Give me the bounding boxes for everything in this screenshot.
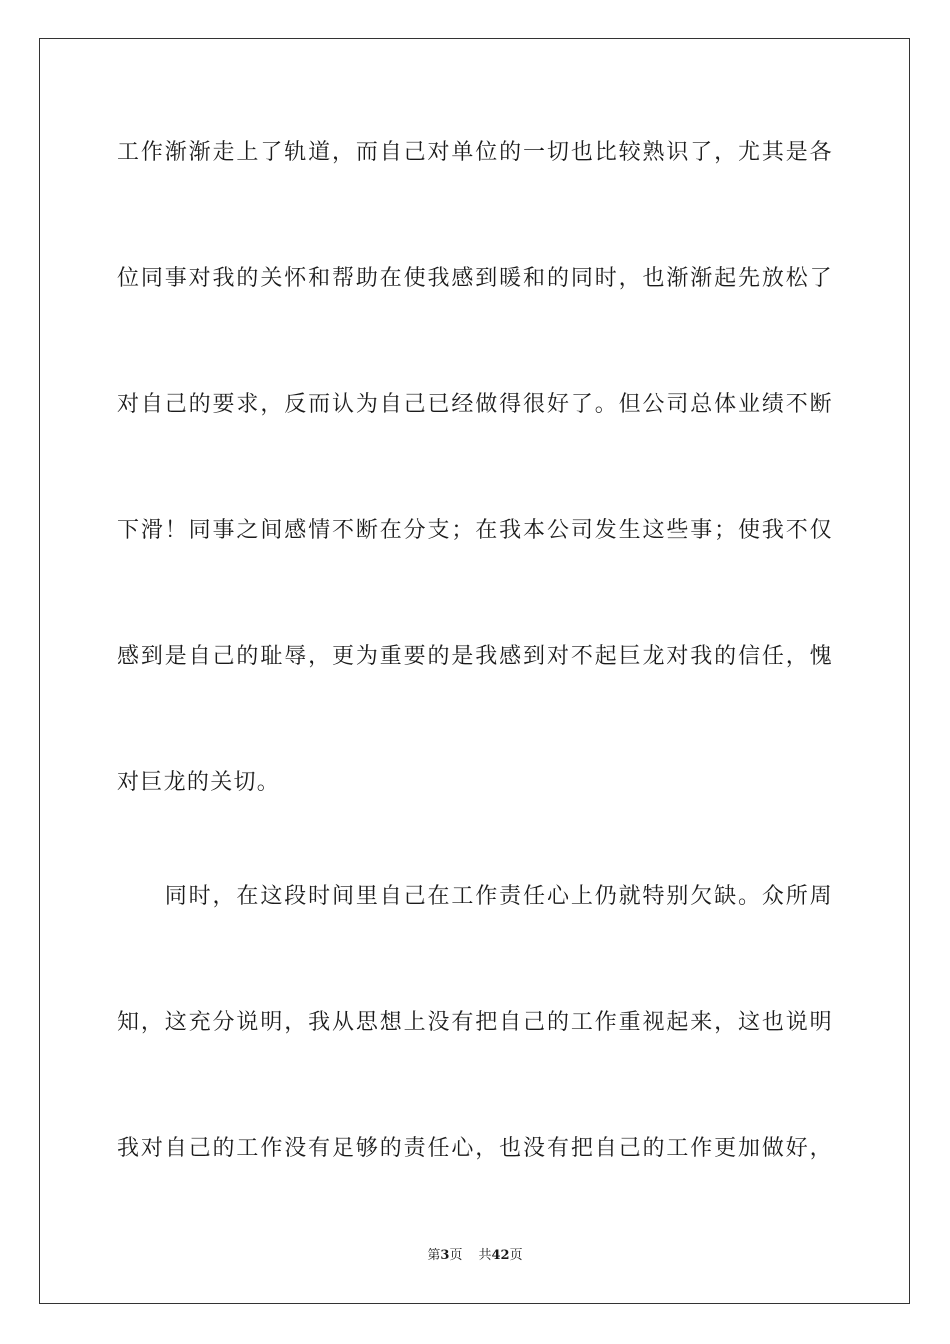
text-line: 下滑！同事之间感情不断在分支；在我本公司发生这些事；使我不仅: [117, 518, 833, 543]
footer-page-number: 3: [440, 1248, 450, 1263]
page-border: [39, 38, 910, 1304]
footer-page-prefix: 第: [427, 1248, 441, 1263]
text-line: 感到是自己的耻辱，更为重要的是我感到对不起巨龙对我的信任，愧: [117, 644, 833, 669]
text-line: 我对自己的工作没有足够的责任心，也没有把自己的工作更加做好，: [117, 1136, 833, 1161]
text-line: 对自己的要求，反而认为自己已经做得很好了。但公司总体业绩不断: [117, 392, 833, 417]
text-line: 知，这充分说明，我从思想上没有把自己的工作重视起来，这也说明: [117, 1010, 833, 1035]
text-line: 位同事对我的关怀和帮助在使我感到暖和的同时，也渐渐起先放松了: [117, 266, 833, 291]
text-line: 对巨龙的关切。: [117, 770, 281, 795]
text-line: 工作渐渐走上了轨道，而自己对单位的一切也比较熟识了，尤其是各: [117, 140, 833, 165]
footer-total-suffix: 页: [509, 1248, 523, 1263]
footer-page-suffix: 页: [449, 1248, 463, 1263]
footer-total-number: 42: [491, 1248, 510, 1263]
footer-total-prefix: 共: [478, 1248, 492, 1263]
page-footer: [0, 1248, 950, 1264]
text-line: 同时，在这段时间里自己在工作责任心上仍就特别欠缺。众所周: [117, 884, 833, 909]
